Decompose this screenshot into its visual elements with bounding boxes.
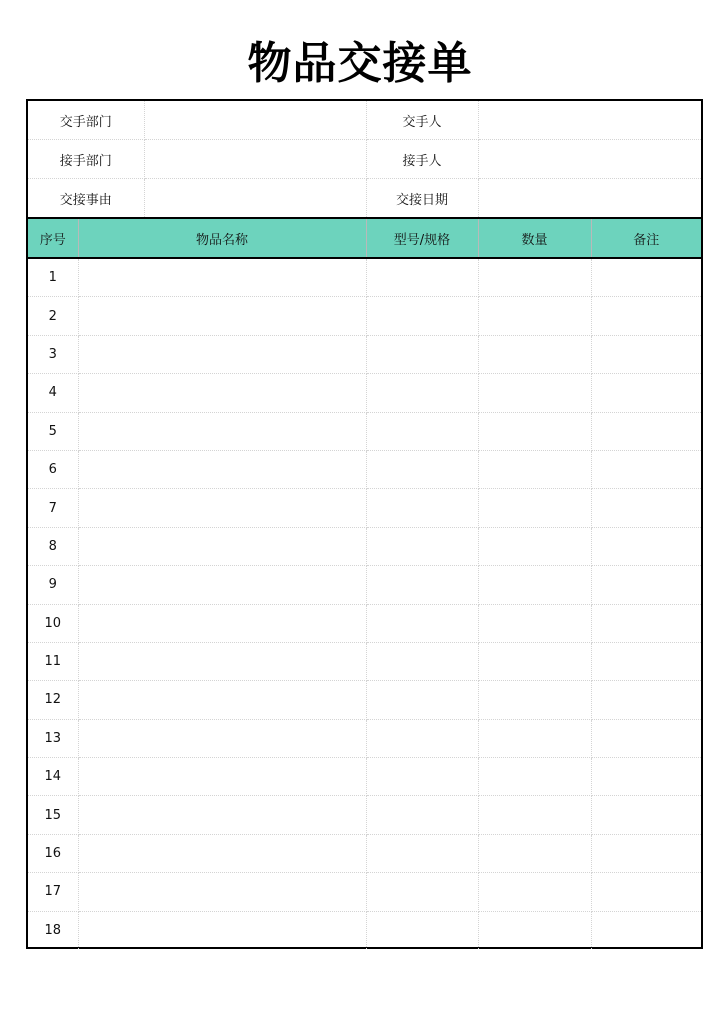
table-row [28, 604, 701, 642]
item-spec-cell[interactable] [366, 834, 478, 872]
table-row [28, 681, 701, 719]
row-number-cell: 2 [28, 297, 78, 335]
date-field[interactable] [478, 179, 701, 218]
table-row [28, 374, 701, 412]
item-qty-cell[interactable] [478, 374, 591, 412]
column-header-spec: 型号/规格 [366, 218, 478, 258]
table-row [28, 489, 701, 527]
table-row [28, 642, 701, 680]
items-table [28, 217, 701, 949]
row-number-cell: 15 [28, 796, 78, 834]
receiver-person-field[interactable] [478, 140, 701, 179]
table-row [28, 297, 701, 335]
handover-person-label: 交手人 [366, 101, 478, 140]
item-spec-cell[interactable] [366, 796, 478, 834]
item-name-cell[interactable] [78, 911, 366, 949]
column-header-name: 物品名称 [78, 218, 366, 258]
table-row [28, 335, 701, 373]
item-qty-cell[interactable] [478, 297, 591, 335]
item-spec-cell[interactable] [366, 758, 478, 796]
item-name-cell[interactable] [78, 566, 366, 604]
item-note-cell[interactable] [591, 566, 701, 604]
row-number-cell: 5 [28, 412, 78, 450]
item-qty-cell[interactable] [478, 719, 591, 757]
item-spec-cell[interactable] [366, 527, 478, 565]
item-name-cell[interactable] [78, 758, 366, 796]
item-spec-cell[interactable] [366, 489, 478, 527]
date-label: 交接日期 [366, 179, 478, 218]
reason-field[interactable] [144, 179, 366, 218]
item-note-cell[interactable] [591, 412, 701, 450]
item-spec-cell[interactable] [366, 566, 478, 604]
handover-person-field[interactable] [478, 101, 701, 140]
item-note-cell[interactable] [591, 374, 701, 412]
row-number-cell: 12 [28, 681, 78, 719]
item-name-cell[interactable] [78, 681, 366, 719]
item-name-cell[interactable] [78, 719, 366, 757]
row-number-cell: 6 [28, 450, 78, 488]
item-note-cell[interactable] [591, 719, 701, 757]
item-note-cell[interactable] [591, 450, 701, 488]
row-number-cell: 8 [28, 527, 78, 565]
item-name-cell[interactable] [78, 642, 366, 680]
item-spec-cell[interactable] [366, 258, 478, 297]
item-qty-cell[interactable] [478, 642, 591, 680]
row-number-cell: 3 [28, 335, 78, 373]
items-body [28, 258, 701, 949]
table-row [28, 566, 701, 604]
item-note-cell[interactable] [591, 758, 701, 796]
column-header-note: 备注 [591, 218, 701, 258]
item-spec-cell[interactable] [366, 604, 478, 642]
row-number-cell: 10 [28, 604, 78, 642]
item-qty-cell[interactable] [478, 412, 591, 450]
info-row-handover [28, 101, 701, 140]
item-note-cell[interactable] [591, 527, 701, 565]
item-name-cell[interactable] [78, 412, 366, 450]
item-qty-cell[interactable] [478, 450, 591, 488]
item-note-cell[interactable] [591, 489, 701, 527]
row-number-cell: 9 [28, 566, 78, 604]
item-spec-cell[interactable] [366, 681, 478, 719]
item-qty-cell[interactable] [478, 758, 591, 796]
info-table [28, 101, 701, 217]
row-number-cell: 14 [28, 758, 78, 796]
handover-dept-field[interactable] [144, 101, 366, 140]
reason-label: 交接事由 [28, 179, 144, 218]
row-number-cell: 4 [28, 374, 78, 412]
item-spec-cell[interactable] [366, 335, 478, 373]
item-name-cell[interactable] [78, 374, 366, 412]
item-spec-cell[interactable] [366, 450, 478, 488]
info-row-reason [28, 179, 701, 218]
item-name-cell[interactable] [78, 297, 366, 335]
table-row [28, 412, 701, 450]
item-note-cell[interactable] [591, 873, 701, 911]
table-row [28, 719, 701, 757]
handover-dept-label: 交手部门 [28, 101, 144, 140]
table-row [28, 758, 701, 796]
item-note-cell[interactable] [591, 604, 701, 642]
item-note-cell[interactable] [591, 834, 701, 872]
item-name-cell[interactable] [78, 796, 366, 834]
item-name-cell[interactable] [78, 527, 366, 565]
handover-sheet [26, 99, 703, 949]
row-number-cell: 18 [28, 911, 78, 949]
item-note-cell[interactable] [591, 642, 701, 680]
item-qty-cell[interactable] [478, 489, 591, 527]
item-qty-cell[interactable] [478, 796, 591, 834]
item-spec-cell[interactable] [366, 374, 478, 412]
item-qty-cell[interactable] [478, 258, 591, 297]
item-note-cell[interactable] [591, 297, 701, 335]
item-spec-cell[interactable] [366, 412, 478, 450]
row-number-cell: 16 [28, 834, 78, 872]
item-spec-cell[interactable] [366, 911, 478, 949]
item-note-cell[interactable] [591, 681, 701, 719]
row-number-cell: 17 [28, 873, 78, 911]
item-spec-cell[interactable] [366, 719, 478, 757]
item-name-cell[interactable] [78, 873, 366, 911]
item-name-cell[interactable] [78, 450, 366, 488]
item-qty-cell[interactable] [478, 834, 591, 872]
item-spec-cell[interactable] [366, 873, 478, 911]
item-name-cell[interactable] [78, 489, 366, 527]
table-row [28, 834, 701, 872]
form-title: 物品交接单 [247, 38, 473, 89]
item-note-cell[interactable] [591, 796, 701, 834]
item-qty-cell[interactable] [478, 527, 591, 565]
item-qty-cell[interactable] [478, 911, 591, 949]
table-row [28, 258, 701, 297]
item-spec-cell[interactable] [366, 297, 478, 335]
column-header-no: 序号 [28, 218, 78, 258]
item-qty-cell[interactable] [478, 681, 591, 719]
table-row [28, 796, 701, 834]
item-note-cell[interactable] [591, 258, 701, 297]
table-row [28, 873, 701, 911]
item-note-cell[interactable] [591, 335, 701, 373]
table-row [28, 450, 701, 488]
item-name-cell[interactable] [78, 834, 366, 872]
item-spec-cell[interactable] [366, 642, 478, 680]
receiver-dept-field[interactable] [144, 140, 366, 179]
item-qty-cell[interactable] [478, 566, 591, 604]
items-header-row [28, 218, 701, 258]
table-row [28, 527, 701, 565]
item-name-cell[interactable] [78, 335, 366, 373]
item-qty-cell[interactable] [478, 604, 591, 642]
item-name-cell[interactable] [78, 604, 366, 642]
item-qty-cell[interactable] [478, 335, 591, 373]
row-number-cell: 13 [28, 719, 78, 757]
row-number-cell: 7 [28, 489, 78, 527]
item-name-cell[interactable] [78, 258, 366, 297]
row-number-cell: 11 [28, 642, 78, 680]
item-qty-cell[interactable] [478, 873, 591, 911]
table-row [28, 911, 701, 949]
info-row-receiver [28, 140, 701, 179]
item-note-cell[interactable] [591, 911, 701, 949]
receiver-person-label: 接手人 [366, 140, 478, 179]
row-number-cell: 1 [28, 258, 78, 297]
column-header-qty: 数量 [478, 218, 591, 258]
receiver-dept-label: 接手部门 [28, 140, 144, 179]
